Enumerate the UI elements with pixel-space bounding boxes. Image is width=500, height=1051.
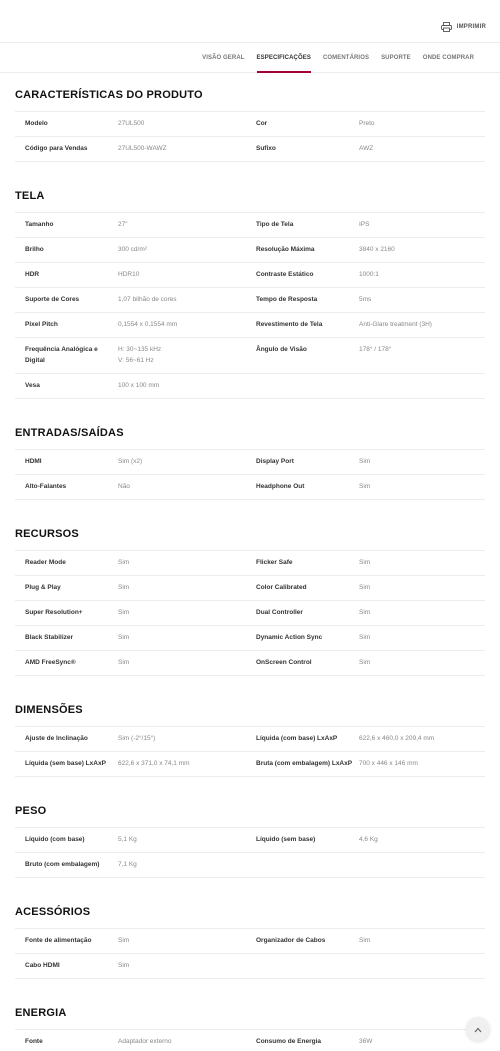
spec-label: AMD FreeSync®: [25, 659, 76, 666]
spec-value: Sim: [118, 937, 130, 944]
spec-value: 622,6 x 460,0 x 209,4 mm: [359, 735, 435, 742]
spec-label: Revestimento de Tela: [256, 321, 323, 328]
spec-row: [15, 374, 485, 399]
spec-value: [359, 374, 485, 398]
spec-value: Sim: [118, 634, 130, 641]
tab-comentarios[interactable]: COMENTÁRIOS: [322, 55, 370, 61]
spec-row: [15, 601, 485, 626]
spec-label: HDR: [25, 271, 40, 278]
spec-value: 3840 x 2160: [359, 246, 395, 253]
spec-label: Plug & Play: [25, 584, 61, 591]
spec-label: [256, 374, 359, 398]
spec-row: [15, 449, 485, 475]
spec-label: Organizador de Cabos: [256, 937, 326, 944]
spec-value: [359, 954, 485, 978]
spec-value: Sim: [359, 458, 371, 465]
spec-label: Black Stabilizer: [25, 634, 74, 641]
top-bar: [0, 0, 500, 43]
spec-label: Ajuste de Inclinação: [25, 735, 88, 742]
spec-value: 700 x 446 x 146 mm: [359, 760, 418, 767]
section-title: DIMENSÕES: [15, 704, 83, 716]
spec-value: 300 cd/m²: [118, 246, 147, 253]
spec-label: Alto-Falantes: [25, 483, 67, 490]
spec-value: HDR10: [118, 271, 140, 278]
spec-value: 7,1 Kg: [118, 861, 137, 868]
spec-label: Fonte de alimentação: [25, 937, 92, 944]
spec-value: Sim: [118, 659, 130, 666]
spec-label: Reader Mode: [25, 559, 66, 566]
spec-section-peso: [15, 805, 485, 878]
spec-label: Modelo: [25, 120, 48, 127]
section-title: ENERGIA: [15, 1007, 67, 1019]
spec-value: 27": [118, 221, 128, 228]
spec-value: 178° / 178°: [359, 346, 392, 353]
spec-label: Bruto (com embalagem): [25, 861, 100, 868]
spec-label: Vesa: [25, 382, 40, 389]
spec-label: Super Resolution+: [25, 609, 83, 616]
spec-label: Tamanho: [25, 221, 54, 228]
spec-row: [15, 313, 485, 338]
spec-label: OnScreen Control: [256, 659, 312, 666]
spec-label: Líquida (com base) LxAxP: [256, 735, 338, 742]
spec-value: 5,1 Kg: [118, 836, 137, 843]
spec-label: Dynamic Action Sync: [256, 634, 323, 641]
spec-value: Sim (-2°/15°): [118, 735, 156, 742]
spec-value: Sim: [118, 559, 130, 566]
spec-value: Sim: [359, 584, 371, 591]
spec-row: [15, 111, 485, 137]
spec-value: 36W: [359, 1038, 373, 1045]
spec-value: Sim: [359, 659, 371, 666]
product-tabs-nav: [0, 43, 500, 73]
spec-label: Tipo de Tela: [256, 221, 294, 228]
spec-value: 4,6 Kg: [359, 836, 378, 843]
spec-section-caracteristicas-do-produto: [15, 89, 485, 162]
spec-label: Bruta (com embalagem) LxAxP: [256, 760, 353, 767]
spec-value: 0,1554 x 0,1554 mm: [118, 321, 178, 328]
spec-label: Headphone Out: [256, 483, 305, 490]
spec-row: [15, 626, 485, 651]
spec-row: [15, 576, 485, 601]
spec-value: AWZ: [359, 145, 374, 152]
spec-section-acessorios: [15, 906, 485, 979]
section-title: ENTRADAS/SAÍDAS: [15, 427, 124, 439]
spec-label: Consumo de Energia: [256, 1038, 322, 1045]
spec-label: [256, 853, 359, 877]
section-title: PESO: [15, 805, 47, 817]
section-title: CARACTERÍSTICAS DO PRODUTO: [15, 89, 203, 101]
spec-value: Sim: [359, 937, 371, 944]
spec-row: [15, 928, 485, 954]
spec-value: Sim: [359, 483, 371, 490]
chevron-up-icon: [474, 1020, 482, 1038]
tab-visao-geral[interactable]: VISÃO GERAL: [202, 55, 245, 61]
spec-value: 622,6 x 371,0 x 74,1 mm: [118, 760, 190, 767]
printer-icon: [441, 22, 452, 32]
spec-label: Flicker Safe: [256, 559, 293, 566]
spec-value: 1,07 bilhão de cores: [118, 296, 177, 303]
spec-value: Sim: [118, 962, 130, 969]
section-title: ACESSÓRIOS: [15, 906, 91, 918]
spec-section-recursos: [15, 528, 485, 676]
spec-row: [15, 827, 485, 853]
spec-label: Código para Vendas: [25, 145, 88, 152]
spec-value: Sim: [118, 609, 130, 616]
tab-especificacoes[interactable]: ESPECIFICAÇÕES: [257, 43, 311, 73]
spec-row: [15, 954, 485, 979]
spec-label: Color Calibrated: [256, 584, 307, 591]
spec-row: [15, 853, 485, 878]
spec-label: Brilho: [25, 246, 44, 253]
spec-value: [359, 853, 485, 877]
spec-label: Cabo HDMI: [25, 962, 60, 969]
spec-value: Sim: [359, 559, 371, 566]
spec-row: [15, 238, 485, 263]
spec-value: Preto: [359, 120, 375, 127]
print-button[interactable]: [441, 22, 486, 32]
spec-row: [15, 1029, 485, 1051]
tab-suporte[interactable]: SUPORTE: [381, 55, 411, 61]
spec-value: IPS: [359, 221, 370, 228]
spec-value: Não: [118, 483, 130, 490]
specs-content: [15, 73, 485, 1051]
spec-row: [15, 651, 485, 676]
spec-label: Display Port: [256, 458, 294, 465]
spec-value: 100 x 100 mm: [118, 382, 160, 389]
spec-value: H: 30~135 kHz V: 56~61 Hz: [118, 346, 162, 364]
spec-value: Sim (x2): [118, 458, 143, 465]
spec-row: [15, 263, 485, 288]
spec-value: 27UL500: [118, 120, 145, 127]
spec-value: 27UL500-WAWZ: [118, 145, 167, 152]
spec-label: [256, 954, 359, 978]
spec-value: Sim: [118, 584, 130, 591]
spec-row: [15, 550, 485, 576]
spec-row: [15, 338, 485, 374]
spec-label: HDMI: [25, 458, 42, 465]
spec-section-energia: [15, 1007, 485, 1051]
spec-label: Ângulo de Visão: [256, 346, 307, 353]
spec-value: Sim: [359, 609, 371, 616]
spec-label: Líquido (sem base): [256, 836, 316, 843]
spec-label: Dual Controller: [256, 609, 303, 616]
spec-value: 1000:1: [359, 271, 379, 278]
spec-label: Fonte: [25, 1038, 43, 1045]
spec-row: [15, 726, 485, 752]
spec-row: [15, 212, 485, 238]
scroll-to-top-button[interactable]: [466, 1017, 490, 1041]
spec-label: Frequência Analógica e Digital: [25, 346, 98, 364]
spec-label: Suporte de Cores: [25, 296, 80, 303]
spec-label: Tempo de Resposta: [256, 296, 318, 303]
spec-label: Cor: [256, 120, 268, 127]
tab-onde-comprar[interactable]: ONDE COMPRAR: [422, 55, 474, 61]
spec-value: Adaptador externo: [118, 1038, 172, 1045]
spec-section-entradas-saidas: [15, 427, 485, 500]
spec-value: Sim: [359, 634, 371, 641]
spec-label: Líquido (com base): [25, 836, 85, 843]
spec-row: [15, 137, 485, 162]
print-label: IMPRIMIR: [456, 24, 486, 30]
spec-section-tela: [15, 190, 485, 399]
section-title: TELA: [15, 190, 45, 202]
spec-row: [15, 288, 485, 313]
spec-label: Sufixo: [256, 145, 276, 152]
section-title: RECURSOS: [15, 528, 79, 540]
spec-label: Resolução Máxima: [256, 246, 315, 253]
spec-value: Anti-Glare treatment (3H): [359, 321, 432, 328]
spec-value: 5ms: [359, 296, 372, 303]
spec-row: [15, 475, 485, 500]
spec-label: Pixel Pitch: [25, 321, 58, 328]
spec-label: Contraste Estático: [256, 271, 314, 278]
spec-row: [15, 752, 485, 777]
spec-section-dimensoes: [15, 704, 485, 777]
spec-label: Líquida (sem base) LxAxP: [25, 760, 106, 767]
